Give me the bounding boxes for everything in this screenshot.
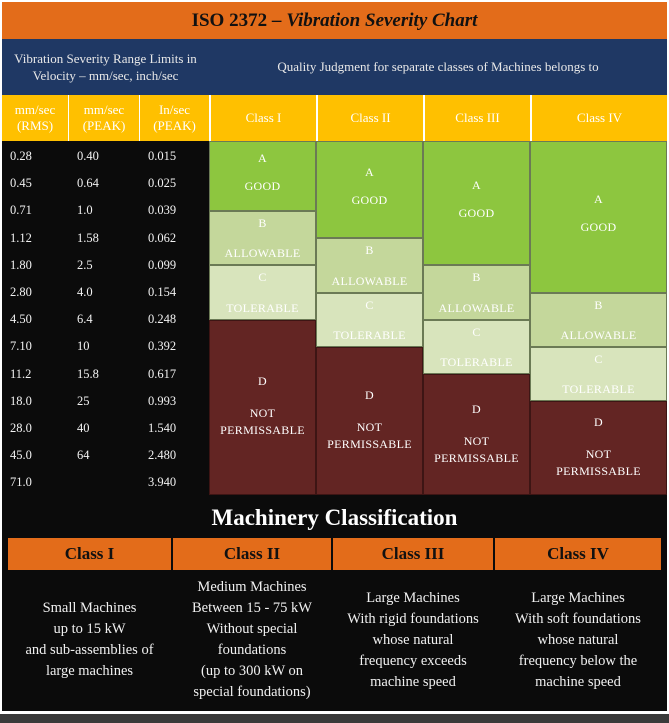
table-cell: 64 <box>77 448 90 463</box>
unit-header-rms <box>2 95 69 141</box>
zone-label: GOOD <box>244 179 281 193</box>
table-cell: 0.71 <box>10 203 32 218</box>
zone-label: NOT <box>463 433 490 448</box>
desc-line: With soft foundations <box>515 610 641 627</box>
zone-c-class-4 <box>530 347 667 401</box>
zone-b-class-4 <box>530 293 667 347</box>
zone-letter: C <box>258 270 267 285</box>
table-cell: 1.540 <box>148 421 177 435</box>
table-cell: 0.062 <box>148 230 177 245</box>
table-cell: 0.248 <box>148 312 177 327</box>
table-cell: 71.0 <box>10 475 32 490</box>
table-cell: 0.45 <box>10 176 32 191</box>
chart-title <box>2 2 667 39</box>
mc-class-description <box>8 573 171 707</box>
unit-header-line: mm/sec <box>14 102 56 117</box>
zone-letter: B <box>594 297 603 312</box>
table-cell: 1.80 <box>10 257 32 272</box>
desc-line: Small Machines <box>42 600 137 616</box>
title-italic: Vibration Severity Chart <box>286 9 478 31</box>
table-cell: 2.5 <box>77 257 93 272</box>
desc-line: whose natural <box>537 631 619 648</box>
table-cell: 0.015 <box>148 149 177 163</box>
table-cell: 0.64 <box>77 176 99 191</box>
class-header-4: Class IV <box>530 95 667 141</box>
zone-c-class-3 <box>423 320 530 374</box>
zone-label: GOOD <box>351 192 388 207</box>
table-cell: 18.0 <box>10 393 32 408</box>
table-cell: 2.80 <box>10 285 32 299</box>
desc-line: Large Machines <box>531 589 625 606</box>
desc-line: Without special <box>206 621 298 637</box>
table-cell <box>77 469 140 496</box>
desc-line: up to 15 kW <box>53 621 126 637</box>
table-cell: 0.993 <box>148 393 177 408</box>
table-cell: 1.12 <box>10 230 32 245</box>
zone-label: PERMISSABLE <box>556 464 641 479</box>
class-header-2: Class II <box>316 95 423 141</box>
zone-c-class-1 <box>209 265 316 319</box>
zone-label: ALLOWABLE <box>224 246 301 261</box>
mc-class-header: Class IV <box>495 538 661 570</box>
zone-letter: D <box>365 388 374 402</box>
zone-d-class-3 <box>423 374 530 495</box>
zone-label: ALLOWABLE <box>560 327 637 342</box>
zone-a-class-2 <box>316 141 423 238</box>
zone-letter: C <box>594 352 603 366</box>
table-cell: 4.0 <box>77 285 93 299</box>
zone-label: NOT <box>249 406 276 421</box>
zone-letter: A <box>472 178 481 193</box>
zone-label: PERMISSABLE <box>434 450 519 465</box>
zone-letter: A <box>365 164 374 179</box>
zone-letter: D <box>472 401 481 416</box>
zone-letter: D <box>258 374 267 389</box>
table-cell: 0.392 <box>148 339 177 354</box>
table-cell: 1.0 <box>77 203 93 218</box>
table-cell: 28.0 <box>10 421 32 435</box>
desc-line: frequency exceeds <box>359 652 467 669</box>
desc-line: machine speed <box>370 673 456 690</box>
velocity-range-header: Vibration Severity Range Limits in Velocity – mm/sec, inch/sec <box>2 39 209 95</box>
mc-class-description <box>495 573 661 707</box>
desc-line: special foundations) <box>193 684 311 700</box>
zone-c-class-2 <box>316 293 423 347</box>
table-cell: 45.0 <box>10 448 32 463</box>
table-cell: 0.40 <box>77 149 99 163</box>
zone-label: NOT <box>585 447 612 462</box>
severity-zone-chart <box>209 141 667 495</box>
table-cell: 25 <box>77 393 90 408</box>
desc-line: frequency below the <box>518 652 638 669</box>
zone-b-class-2 <box>316 238 423 292</box>
desc-line: machine speed <box>535 673 621 690</box>
desc-line: Medium Machines <box>197 579 307 595</box>
zone-a-class-3 <box>423 141 530 265</box>
desc-line: Large Machines <box>366 589 460 606</box>
table-cell: 2.480 <box>148 448 177 463</box>
zone-letter: B <box>258 216 267 230</box>
table-cell: 0.28 <box>10 149 32 163</box>
zone-a-class-1 <box>209 141 316 211</box>
table-cell: 0.039 <box>148 203 177 218</box>
table-cell: 11.2 <box>10 366 32 381</box>
table-cell: 0.099 <box>148 257 177 272</box>
zone-label: NOT <box>356 420 383 434</box>
unit-header-line: mm/sec <box>83 102 125 117</box>
class-header-3: Class III <box>423 95 530 141</box>
desc-line: foundations <box>217 642 287 658</box>
table-cell: 7.10 <box>10 339 32 354</box>
table-cell: 3.940 <box>148 475 177 490</box>
velocity-table <box>2 141 209 495</box>
zone-d-class-4 <box>530 401 667 495</box>
table-cell: 0.025 <box>148 176 177 191</box>
zone-label: TOLERABLE <box>333 327 406 342</box>
table-cell: 1.58 <box>77 230 99 245</box>
unit-header-peak-in <box>140 95 209 141</box>
table-cell: 4.50 <box>10 312 32 327</box>
table-cell: 10 <box>77 339 90 354</box>
zone-b-class-3 <box>423 265 530 319</box>
mc-class-header: Class III <box>333 538 493 570</box>
desc-line: (up to 300 kW on <box>200 663 304 679</box>
table-cell: 40 <box>77 421 90 435</box>
zone-label: TOLERABLE <box>440 355 513 370</box>
zone-d-class-2 <box>316 347 423 495</box>
zone-label: ALLOWABLE <box>438 300 515 315</box>
desc-line: and sub-assemblies of <box>25 642 154 658</box>
mc-class-header: Class I <box>8 538 171 570</box>
zone-letter: D <box>594 415 603 430</box>
table-cell: 0.154 <box>148 285 177 299</box>
zone-a-class-4 <box>530 141 667 293</box>
zone-letter: B <box>472 270 481 285</box>
mc-class-description <box>333 573 493 707</box>
zone-letter: C <box>472 324 481 339</box>
zone-label: GOOD <box>458 206 495 221</box>
table-cell: 0.617 <box>148 366 177 381</box>
table-cell: 6.4 <box>77 312 93 327</box>
unit-header-line: (PEAK) <box>153 118 196 133</box>
zone-label: ALLOWABLE <box>331 273 408 288</box>
machinery-classification-title: Machinery Classification <box>211 505 458 530</box>
zone-label: PERMISSABLE <box>327 437 412 451</box>
desc-line: large machines <box>45 663 134 679</box>
zone-b-class-1 <box>209 211 316 265</box>
zone-d-class-1 <box>209 320 316 495</box>
zone-label: PERMISSABLE <box>220 423 305 438</box>
unit-header-line: (RMS) <box>16 118 54 133</box>
title-main: ISO 2372 – <box>191 9 282 31</box>
mc-class-header: Class II <box>173 538 331 570</box>
unit-header-peak-mm <box>69 95 140 141</box>
zone-label: TOLERABLE <box>226 300 299 315</box>
zone-label: TOLERABLE <box>562 382 635 397</box>
desc-line: Between 15 - 75 kW <box>192 600 312 616</box>
mc-class-description <box>173 573 331 707</box>
table-cell: 15.8 <box>77 366 99 381</box>
zone-letter: A <box>258 151 267 165</box>
quality-judgment-header: Quality Judgment for separate classes of Machines belongs to <box>209 39 667 95</box>
zone-letter: C <box>365 297 374 312</box>
zone-label: GOOD <box>580 219 617 234</box>
desc-line: whose natural <box>372 631 454 648</box>
class-header-1: Class I <box>209 95 316 141</box>
footer-bar <box>0 714 669 723</box>
desc-line: With rigid foundations <box>347 610 479 627</box>
zone-letter: A <box>594 191 603 206</box>
unit-header-line: In/sec <box>158 102 191 117</box>
zone-letter: B <box>365 243 374 258</box>
unit-header-line: (PEAK) <box>82 118 126 133</box>
